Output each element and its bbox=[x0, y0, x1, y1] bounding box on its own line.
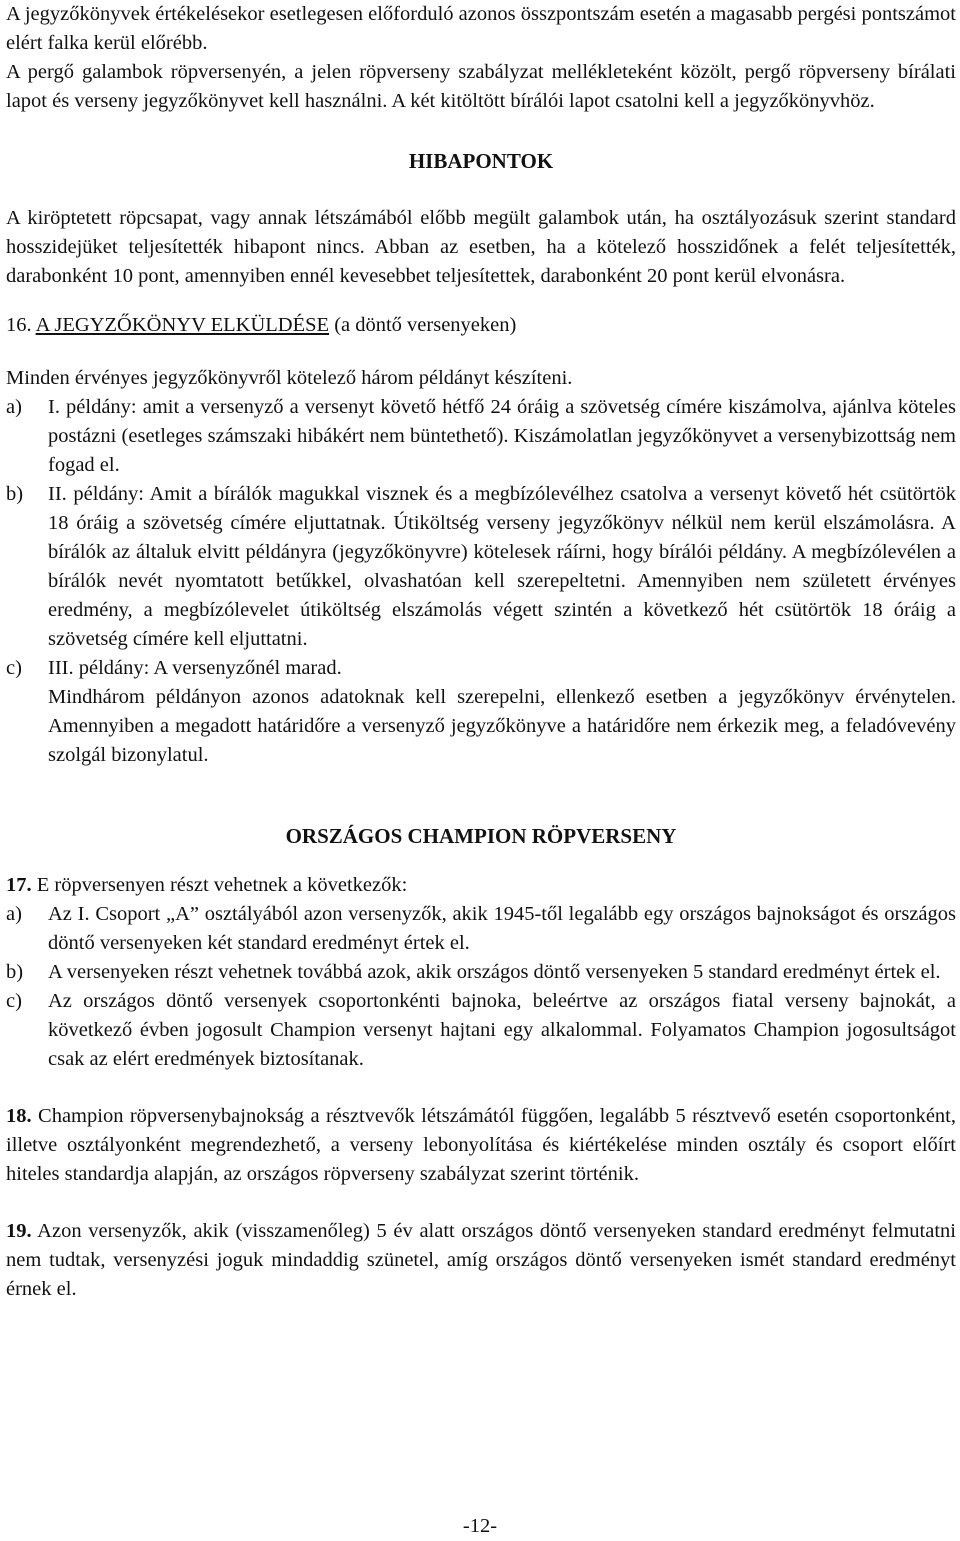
item-text: I. példány: amit a versenyző a versenyt követő hétfő 24 óráig a szövetség címére kiszámolva, ajánlva köteles postázni (esetleges számszaki hibákért nem büntethető). Kiszámolatlan jegyzőkönyvet a versenybizottság nem fogad el. bbox=[48, 396, 956, 476]
section-19-text: Azon versenyzők, akik (visszamenőleg) 5 év alatt országos döntő versenyeken standard eredményt felmutatni nem tudtak, versenyzési joguk mindaddig szünetel, amíg országos döntő versenyeken ismét standard eredményt érnek el. bbox=[6, 1220, 956, 1300]
item-text: A versenyeken részt vehetnek továbbá azok, akik országos döntő versenyeken 5 standard eredményt értek el. bbox=[48, 961, 941, 983]
hibapontok-heading: HIBAPONTOK bbox=[408, 149, 554, 173]
section-16-item-a bbox=[6, 393, 956, 480]
item-label: b) bbox=[6, 961, 24, 983]
section-17-lead-text: E röpversenyen részt vehetnek a következők: bbox=[31, 874, 408, 896]
section-17-number: 17. bbox=[6, 874, 32, 896]
section-18-text: Champion röpversenybajnokság a résztvevők létszámától függően, legalább 5 résztvevő esetén csoportonként, illetve osztályonként megrendezhető, a verseny lebonyolítása és kiértékelése minden osztály és csoport előírt hiteles standardja alapján, az országos röpverseny szabályzat szerint történik. bbox=[6, 1105, 956, 1185]
section-17-lead bbox=[6, 871, 956, 900]
item-text: Az országos döntő versenyek csoportonkénti bajnoka, beleértve az országos fiatal verseny bajnokát, a következő évben jogosult Champion versenyt hajtani egy alkalommal. Folyamatos Champion jogosultságot csak az elért eredmények biztosítanak. bbox=[48, 990, 956, 1070]
item-label: a) bbox=[6, 396, 22, 418]
section-16-number: 16. bbox=[6, 314, 32, 336]
item-text: II. példány: Amit a bírálók magukkal visznek és a megbízólevélhez csatolva a versenyt követő hét csütörtök 18 óráig a szövetség címére eljuttatnak. Útiköltség verseny jegyzőkönyv nélkül nem kerül elszámolásra. A bírálók az általuk elvitt példányra (jegyzőkönyvre) kötelesek ráírni, hogy bírálói példány. A megbízólevélen a bírálók nevét nyomtatott betűkkel, olvashatóan kell szerepeltetni. Amennyiben nem született érvényes eredmény, a megbízólevelet útiköltség elszámolás végett szintén a következő hét csütörtök 18 óráig a szövetség címére kell eljuttatni. bbox=[48, 483, 956, 650]
item-label: c) bbox=[6, 657, 22, 679]
section-16-item-b bbox=[6, 480, 956, 654]
section-16-lead: Minden érvényes jegyzőkönyvről kötelező három példányt készíteni. bbox=[6, 367, 573, 389]
item-label: c) bbox=[6, 990, 22, 1012]
section-17-item-c bbox=[6, 987, 956, 1074]
item-text: Az I. Csoport „A” osztályából azon versenyzők, akik 1945-től legalább egy országos bajnokságot és országos döntő versenyeken két standard eredményt értek el. bbox=[48, 903, 956, 954]
section-17-item-b bbox=[6, 958, 956, 987]
section-16-title: A JEGYZŐKÖNYV ELKÜLDÉSE bbox=[35, 314, 330, 336]
intro-paragraph-1: A jegyzőkönyvek értékelésekor esetlegesen előforduló azonos összpontszám esetén a magasabb pergési pontszámot elért falka kerül előrébb. bbox=[6, 3, 956, 54]
section-17-item-a bbox=[6, 900, 956, 958]
section-18-number: 18. bbox=[6, 1105, 32, 1127]
section-16-closing: Mindhárom példányon azonos adatoknak kell szerepelni, ellenkező esetben a jegyzőkönyv érvénytelen. Amennyiben a megadott határidőre a versenyző jegyzőkönyve a határidőre nem érkezik meg, a feladóvevény szolgál bizonylatul. bbox=[48, 686, 956, 766]
page-number: -12- bbox=[462, 1515, 498, 1537]
document-page bbox=[6, 0, 956, 1304]
section-19-paragraph bbox=[6, 1217, 956, 1304]
hibapontok-paragraph: A kiröptetett röpcsapat, vagy annak létszámából előbb megült galambok után, ha osztályozásuk szerint standard hosszidejüket teljesítették hibapont nincs. Abban az esetben, ha a kötelező hosszidőnek a felét teljesítették, darabonként 10 pont, amennyiben ennél kevesebbet teljesítettek, darabonként 20 pont kerül elvonásra. bbox=[6, 207, 956, 287]
item-label: a) bbox=[6, 903, 22, 925]
section-16-heading bbox=[6, 311, 956, 340]
intro-paragraph-2: A pergő galambok röpversenyén, a jelen röpverseny szabályzat mellékleteként közölt, pergő röpverseny bírálati lapot és verseny jegyzőkönyvet kell használni. A két kitöltött bírálói lapot csatolni kell a jegyzőkönyvhöz. bbox=[6, 61, 956, 112]
section-16-suffix: (a döntő versenyeken) bbox=[329, 314, 517, 336]
section-19-number: 19. bbox=[6, 1220, 32, 1242]
item-text: III. példány: A versenyzőnél marad. bbox=[48, 657, 342, 679]
section-18-paragraph bbox=[6, 1102, 956, 1189]
champion-heading: ORSZÁGOS CHAMPION RÖPVERSENY bbox=[285, 824, 677, 848]
item-label: b) bbox=[6, 483, 24, 505]
section-16-item-c bbox=[6, 654, 956, 683]
